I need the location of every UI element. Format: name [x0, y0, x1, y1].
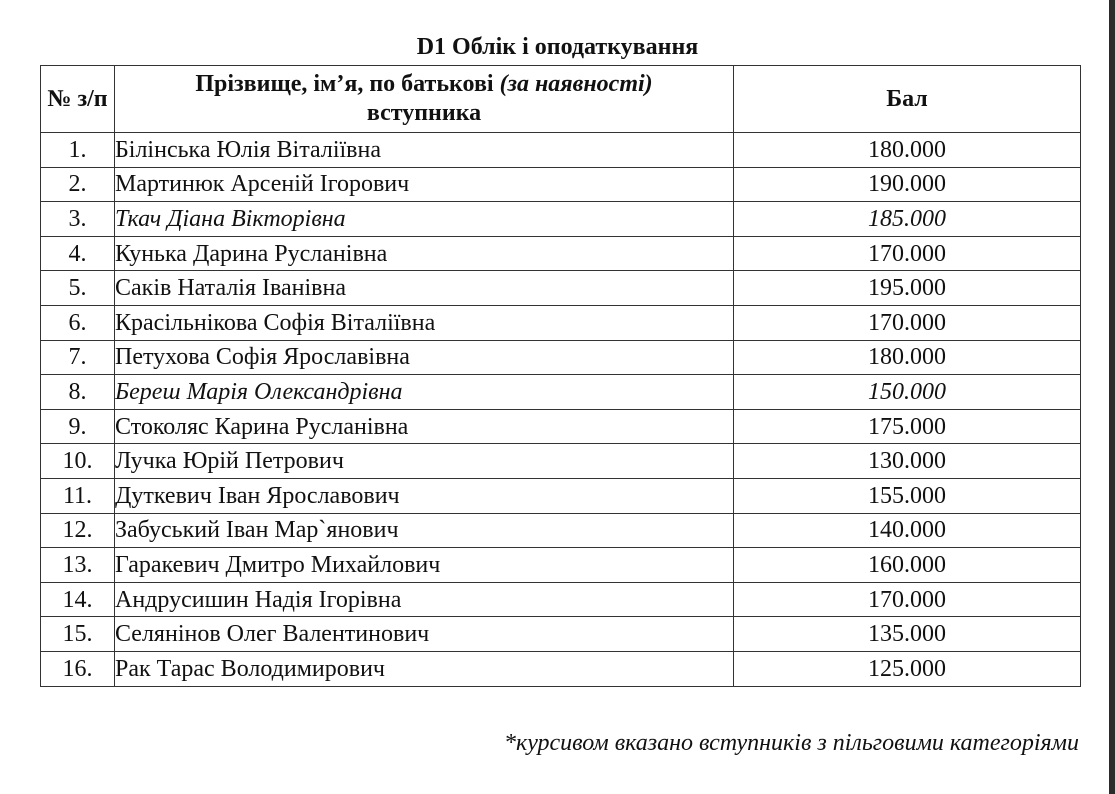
applicant-name: Мартинюк Арсеній Ігорович — [115, 167, 734, 202]
applicant-score: 170.000 — [734, 582, 1081, 617]
applicant-name: Дуткевич Іван Ярославович — [115, 478, 734, 513]
row-number: 1. — [41, 133, 115, 168]
header-name — [115, 66, 734, 133]
row-number: 6. — [41, 305, 115, 340]
table-body — [41, 133, 1081, 687]
table-row — [41, 582, 1081, 617]
applicant-score: 130.000 — [734, 444, 1081, 479]
table-row — [41, 409, 1081, 444]
table-row — [41, 617, 1081, 652]
row-number: 7. — [41, 340, 115, 375]
applicant-score: 170.000 — [734, 305, 1081, 340]
row-number: 3. — [41, 202, 115, 237]
row-number: 14. — [41, 582, 115, 617]
applicant-name: Красільнікова Софія Віталіївна — [115, 305, 734, 340]
table-row — [41, 271, 1081, 306]
table-row — [41, 236, 1081, 271]
applicant-score: 185.000 — [734, 202, 1081, 237]
table-row — [41, 375, 1081, 410]
header-name-main: Прізвище, ім’я, по батькові — [195, 71, 494, 97]
applicant-name: Рак Тарас Володимирович — [115, 651, 734, 686]
applicant-name: Гаракевич Дмитро Михайлович — [115, 548, 734, 583]
applicant-score: 175.000 — [734, 409, 1081, 444]
applicant-score: 170.000 — [734, 236, 1081, 271]
table-row — [41, 478, 1081, 513]
header-name-tail: вступника — [366, 100, 482, 126]
row-number: 4. — [41, 236, 115, 271]
table-row — [41, 340, 1081, 375]
applicant-name: Білінська Юлія Віталіївна — [115, 133, 734, 168]
header-name-note: (за наявності) — [499, 71, 653, 97]
applicant-score: 180.000 — [734, 340, 1081, 375]
applicant-name: Стоколяс Карина Русланівна — [115, 409, 734, 444]
applicant-name: Селянінов Олег Валентинович — [115, 617, 734, 652]
row-number: 16. — [41, 651, 115, 686]
applicant-name: Береш Марія Олександрівна — [115, 375, 734, 410]
row-number: 5. — [41, 271, 115, 306]
applicant-name: Забуський Іван Мар`янович — [115, 513, 734, 548]
applicant-score: 150.000 — [734, 375, 1081, 410]
table-row — [41, 202, 1081, 237]
row-number: 13. — [41, 548, 115, 583]
applicant-score: 180.000 — [734, 133, 1081, 168]
row-number: 2. — [41, 167, 115, 202]
table-row — [41, 444, 1081, 479]
applicant-name: Лучка Юрій Петрович — [115, 444, 734, 479]
header-score: Бал — [734, 66, 1081, 133]
applicant-score: 135.000 — [734, 617, 1081, 652]
applicant-score: 125.000 — [734, 651, 1081, 686]
applicant-score: 160.000 — [734, 548, 1081, 583]
table-header-row — [41, 66, 1081, 133]
table-row — [41, 513, 1081, 548]
row-number: 9. — [41, 409, 115, 444]
table-row — [41, 651, 1081, 686]
table-row — [41, 167, 1081, 202]
applicant-name: Ткач Діана Вікторівна — [115, 202, 734, 237]
footnote: *курсивом вказано вступників з пільговими категоріями — [503, 730, 1079, 756]
row-number: 10. — [41, 444, 115, 479]
table-row — [41, 548, 1081, 583]
row-number: 12. — [41, 513, 115, 548]
page-edge — [1109, 0, 1115, 794]
applicant-score: 195.000 — [734, 271, 1081, 306]
table-row — [41, 133, 1081, 168]
applicant-name: Андрусишин Надія Ігорівна — [115, 582, 734, 617]
applicant-score: 190.000 — [734, 167, 1081, 202]
row-number: 8. — [41, 375, 115, 410]
table-row — [41, 305, 1081, 340]
applicant-name: Кунька Дарина Русланівна — [115, 236, 734, 271]
applicant-name: Петухова Софія Ярославівна — [115, 340, 734, 375]
page-title: D1 Облік і оподаткування — [416, 34, 699, 60]
applicant-name: Саків Наталія Іванівна — [115, 271, 734, 306]
applicants-table — [40, 65, 1081, 687]
applicant-score: 140.000 — [734, 513, 1081, 548]
row-number: 15. — [41, 617, 115, 652]
row-number: 11. — [41, 478, 115, 513]
applicant-score: 155.000 — [734, 478, 1081, 513]
header-num: № з/п — [41, 66, 115, 133]
